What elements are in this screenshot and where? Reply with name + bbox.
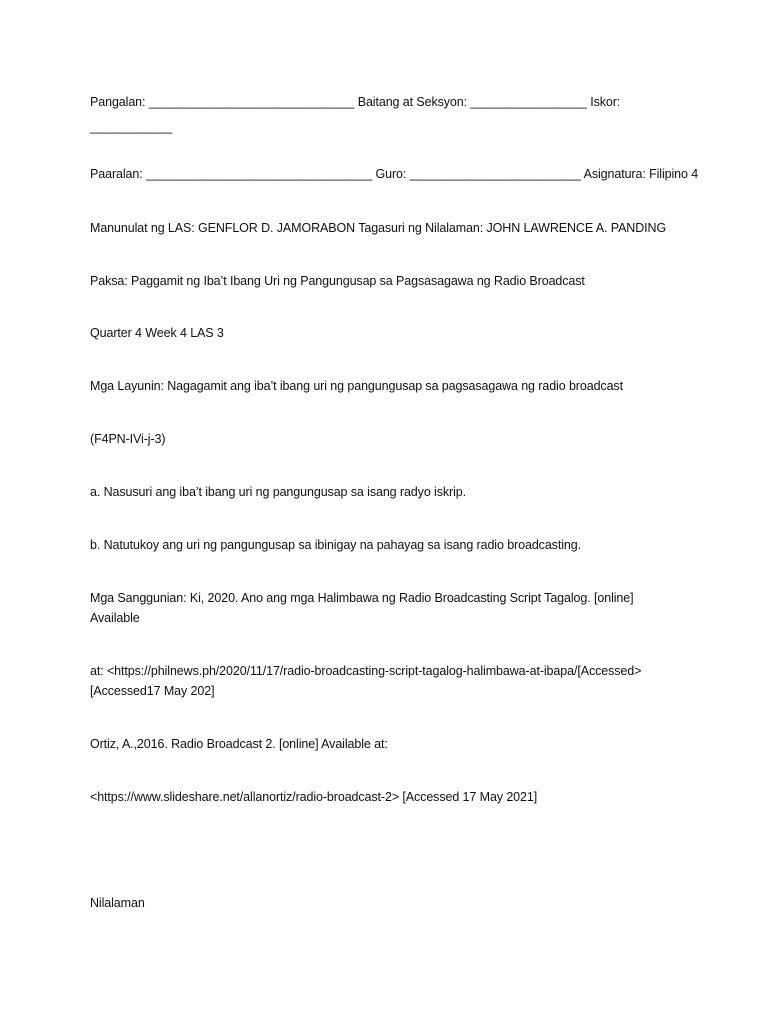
reference-2-cont: [Accessed17 May 202] (90, 684, 215, 698)
quarter-line: Quarter 4 Week 4 LAS 3 (90, 326, 224, 340)
objective-b: b. Natutukoy ang uri ng pangungusap sa ibinigay na pahayag sa isang radio broadcasting. (90, 538, 581, 552)
author-line: Manunulat ng LAS: GENFLOR D. JAMORABON Tagasuri ng Nilalaman: JOHN LAWRENCE A. PANDING (90, 221, 667, 235)
objectives-line: Mga Layunin: Nagagamit ang iba’t ibang uri ng pangungusap sa pagsasagawa ng radio broadcast (90, 379, 623, 393)
reference-2: at: <https://philnews.ph/2020/11/17/radio-broadcasting-script-tagalog-halimbawa-at-ibapa/[Accessed> (90, 664, 642, 678)
reference-4: <https://www.slideshare.net/allanortiz/radio-broadcast-2> [Accessed 17 May 2021] (90, 790, 538, 804)
header-score-continuation: ____________ (90, 120, 173, 134)
section-heading-nilalaman: Nilalaman (90, 896, 145, 910)
competency-code: (F4PN-IVi-j-3) (90, 432, 166, 446)
reference-1-cont: Available (90, 611, 140, 625)
header-school-teacher-subject: Paaralan: _________________________________ Guro: _________________________ Asignatura: Filipino 4 (90, 167, 699, 181)
header-name-grade-score: Pangalan: ______________________________ Baitang at Seksyon: _________________ Iskor: (90, 95, 621, 109)
reference-1: Mga Sanggunian: Ki, 2020. Ano ang mga Halimbawa ng Radio Broadcasting Script Tagalog. [online] (90, 591, 634, 605)
reference-3: Ortiz, A.,2016. Radio Broadcast 2. [online] Available at: (90, 737, 388, 751)
objective-a: a. Nasusuri ang iba’t ibang uri ng pangungusap sa isang radyo iskrip. (90, 485, 466, 499)
topic-line: Paksa: Paggamit ng Iba’t Ibang Uri ng Pangungusap sa Pagsasagawa ng Radio Broadcast (90, 274, 585, 288)
